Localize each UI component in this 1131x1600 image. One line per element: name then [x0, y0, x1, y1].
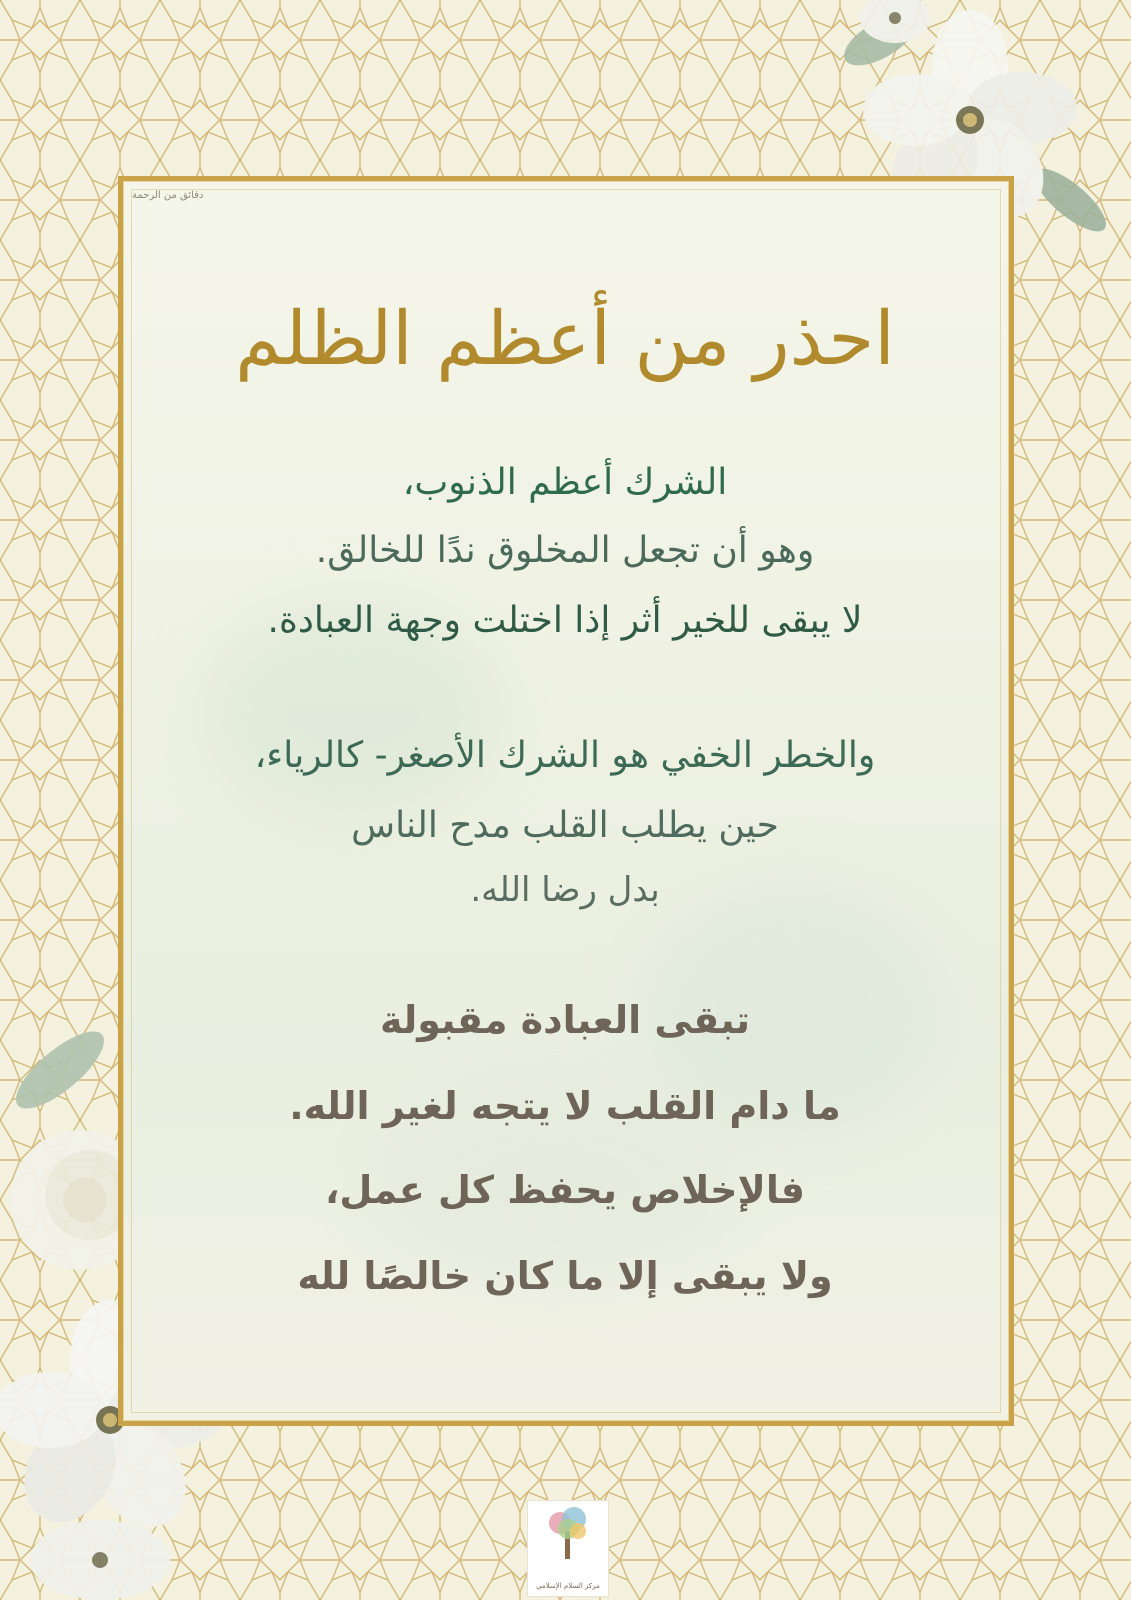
paragraph3-line1: تبقى العبادة مقبولة	[379, 998, 751, 1042]
paragraph2-line1: والخطر الخفي هو الشرك الأصغر- كالرياء،	[254, 735, 876, 776]
page-title: احذر من أعظم الظلم	[235, 296, 895, 382]
paragraph3-line4: ولا يبقى إلا ما كان خالصًا لله	[297, 1254, 833, 1298]
paragraph1-line2: وهو أن تجعل المخلوق ندًا للخالق.	[315, 530, 815, 571]
tree-icon	[528, 1501, 608, 1566]
paragraph1-line1: الشرك أعظم الذنوب،	[402, 462, 728, 503]
watermark-text: دقائق من الرحمة	[132, 190, 204, 201]
paragraph3-line2: ما دام القلب لا يتجه لغير الله.	[289, 1084, 841, 1128]
logo-label: مركز السلام الإسلامي	[536, 1582, 600, 1590]
paragraph2-line3: بدل رضا الله.	[470, 870, 660, 910]
paragraph2-line2: حين يطلب القلب مدح الناس	[351, 805, 779, 846]
organization-logo	[527, 1500, 609, 1597]
paragraph3-line3: فالإخلاص يحفظ كل عمل،	[325, 1168, 805, 1212]
paragraph1-line3: لا يبقى للخير أثر إذا اختلت وجهة العبادة.	[267, 600, 863, 641]
